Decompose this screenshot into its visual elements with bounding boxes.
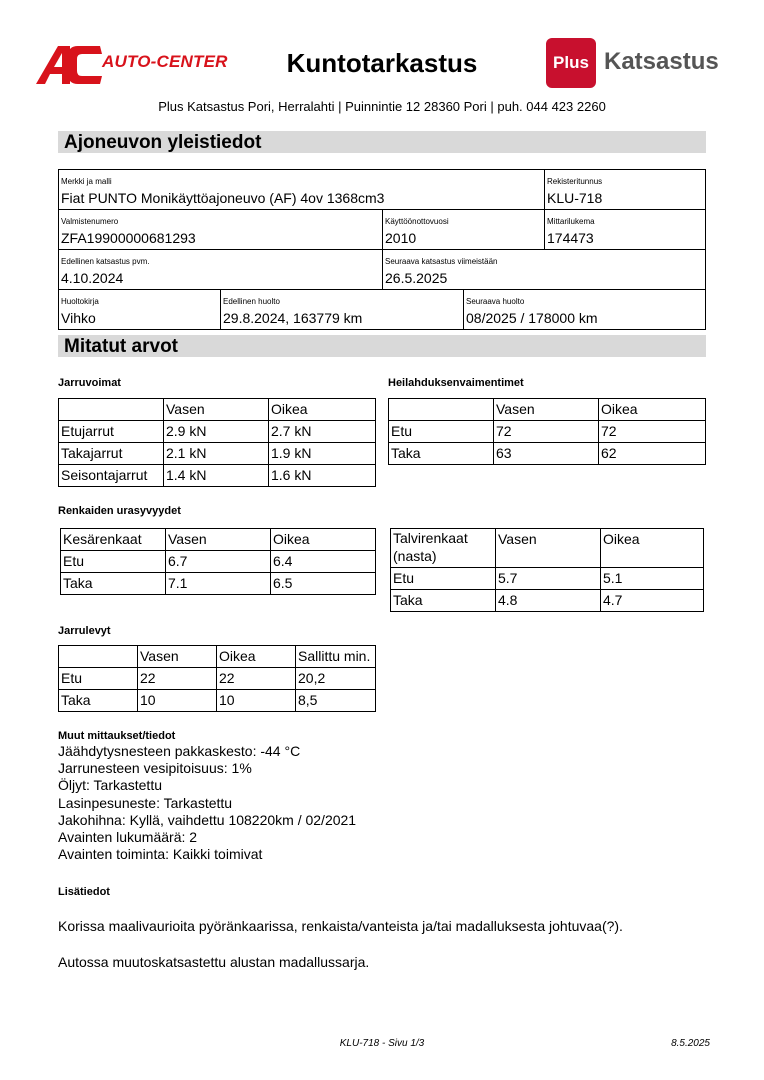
year-label: Käyttöönottovuosi <box>385 217 449 226</box>
next-inspection-label: Seuraava katsastus viimeistään <box>385 257 498 266</box>
table-cell: Takajarrut <box>59 443 164 465</box>
table-cell: Oikea <box>601 529 704 568</box>
misc-line: Avainten lukumäärä: 2 <box>58 829 198 846</box>
last-inspection-value: 4.10.2024 <box>61 270 124 286</box>
reg-label: Rekisteritunnus <box>547 177 603 186</box>
last-service-label: Edellinen huolto <box>223 297 280 306</box>
service-book-value: Vihko <box>61 310 96 326</box>
service-book-cell <box>59 290 221 329</box>
next-inspection-value: 26.5.2025 <box>385 270 448 286</box>
table-cell: 2.1 kN <box>164 443 269 465</box>
table-cell: Taka <box>389 443 494 465</box>
odometer-value: 174473 <box>547 230 594 246</box>
table-cell: Oikea <box>269 399 376 421</box>
table-cell: Etu <box>61 551 166 573</box>
odometer-label: Mittarilukema <box>547 217 595 226</box>
table-cell <box>59 646 138 668</box>
table-cell: 6.5 <box>271 573 376 595</box>
table-cell: Talvirenkaat (nasta) <box>391 529 496 568</box>
misc-heading: Muut mittaukset/tiedot <box>58 730 176 742</box>
table-cell: 6.4 <box>271 551 376 573</box>
misc-line: Avainten toiminta: Kaikki toimivat <box>58 846 263 863</box>
table-cell: 1.6 kN <box>269 465 376 487</box>
auto-center-wordmark: AUTO-CENTER <box>102 52 228 71</box>
table-cell: Vasen <box>166 529 271 551</box>
last-service-value: 29.8.2024, 163779 km <box>223 310 363 326</box>
table-cell: 72 <box>599 421 706 443</box>
shock-absorber-table <box>388 398 706 465</box>
notes-paragraph: Korissa maalivaurioita pyöränkaarissa, renkaista/vanteista ja/tai madalluksesta johtuvaa(?). <box>58 918 623 934</box>
brake-discs-table <box>58 645 376 712</box>
year-value: 2010 <box>385 230 417 246</box>
info-row <box>59 290 705 330</box>
odometer-cell <box>545 210 705 249</box>
table-cell: Taka <box>391 590 496 612</box>
vin-cell <box>59 210 383 249</box>
table-cell: 22 <box>138 668 217 690</box>
table-cell: Seisontajarrut <box>59 465 164 487</box>
info-row <box>59 170 705 210</box>
table-cell: 72 <box>494 421 599 443</box>
table-cell: 10 <box>217 690 296 712</box>
table-row <box>61 551 376 573</box>
table-row <box>389 443 706 465</box>
table-header-row <box>59 646 376 668</box>
table-cell: 2.9 kN <box>164 421 269 443</box>
table-header-row <box>59 399 376 421</box>
info-row <box>59 250 705 290</box>
table-cell: 20,2 <box>296 668 376 690</box>
year-cell <box>383 210 545 249</box>
table-cell: 4.7 <box>601 590 704 612</box>
table-cell: Oikea <box>271 529 376 551</box>
reg-value: KLU-718 <box>547 190 603 206</box>
section-general-heading: Ajoneuvon yleistiedot <box>58 131 706 153</box>
table-cell: Taka <box>59 690 138 712</box>
make-value: Fiat PUNTO Monikäyttöajoneuvo (AF) 4ov 1368cm3 <box>61 190 385 206</box>
table-cell: 10 <box>138 690 217 712</box>
table-cell: 2.7 kN <box>269 421 376 443</box>
misc-line: Jäähdytysnesteen pakkaskesto: -44 °C <box>58 743 301 759</box>
last-inspection-cell <box>59 250 383 289</box>
table-cell: 22 <box>217 668 296 690</box>
make-label: Merkki ja malli <box>61 177 112 186</box>
footer-page: KLU-718 - Sivu 1/3 <box>339 1038 425 1049</box>
tires-heading: Renkaiden urasyvyydet <box>58 505 181 517</box>
brakes-heading: Jarruvoimat <box>58 377 121 389</box>
table-header-row <box>389 399 706 421</box>
misc-line: Jakohihna: Kyllä, vaihdettu 108220km / 02/2021 <box>58 811 357 828</box>
table-row <box>389 421 706 443</box>
table-cell: Vasen <box>138 646 217 668</box>
plus-badge: Plus <box>546 38 596 88</box>
table-cell: Etu <box>391 568 496 590</box>
table-cell: Vasen <box>494 399 599 421</box>
table-cell: Taka <box>61 573 166 595</box>
shocks-heading: Heilahduksenvaimentimet <box>388 377 524 389</box>
vin-label: Valmistenumero <box>61 217 119 226</box>
next-service-cell <box>464 290 705 329</box>
table-cell: Kesärenkaat <box>61 529 166 551</box>
table-cell: Sallittu min. <box>296 646 376 668</box>
table-cell: 4.8 <box>496 590 601 612</box>
table-cell: 6.7 <box>166 551 271 573</box>
footer-date: 8.5.2025 <box>671 1038 710 1049</box>
next-service-value: 08/2025 / 178000 km <box>466 310 598 326</box>
make-cell <box>59 170 545 209</box>
misc-line: Öljyt: Tarkastettu <box>58 777 163 794</box>
table-header-row <box>61 529 376 551</box>
table-row <box>391 568 704 590</box>
table-cell: Etu <box>389 421 494 443</box>
contact-line: Plus Katsastus Pori, Herralahti | Puinnintie 12 28360 Pori | puh. 044 423 2260 <box>158 99 606 114</box>
misc-line: Lasinpesuneste: Tarkastettu <box>58 794 233 811</box>
winter-tires-table <box>390 528 704 612</box>
table-row <box>59 443 376 465</box>
table-cell: Vasen <box>496 529 601 568</box>
section-measured-heading: Mitatut arvot <box>58 335 706 357</box>
table-cell <box>59 399 164 421</box>
discs-heading: Jarrulevyt <box>58 625 111 637</box>
ac-logo-icon <box>36 44 106 86</box>
table-header-row <box>391 529 704 568</box>
table-row <box>391 590 704 612</box>
table-row <box>59 465 376 487</box>
table-cell: Oikea <box>599 399 706 421</box>
table-row <box>59 690 376 712</box>
table-cell: 1.4 kN <box>164 465 269 487</box>
table-row <box>61 573 376 595</box>
table-cell: 62 <box>599 443 706 465</box>
page-title: Kuntotarkastus <box>286 48 478 78</box>
misc-line: Jarrunesteen vesipitoisuus: 1% <box>58 760 252 777</box>
katsastus-wordmark: Katsastus <box>604 48 719 75</box>
vehicle-info-grid <box>58 169 706 330</box>
table-cell: 63 <box>494 443 599 465</box>
summer-tires-table <box>60 528 376 595</box>
table-cell <box>389 399 494 421</box>
table-cell: 1.9 kN <box>269 443 376 465</box>
info-row <box>59 210 705 250</box>
table-cell: Vasen <box>164 399 269 421</box>
next-service-label: Seuraava huolto <box>466 297 525 306</box>
table-cell: Etu <box>59 668 138 690</box>
last-inspection-label: Edellinen katsastus pvm. <box>61 257 150 266</box>
next-inspection-cell <box>383 250 705 289</box>
plus-katsastus-logo <box>546 38 728 90</box>
table-cell: 8,5 <box>296 690 376 712</box>
table-cell: Etujarrut <box>59 421 164 443</box>
notes-paragraph: Autossa muutoskatsastettu alustan madallussarja. <box>58 954 370 970</box>
auto-center-logo <box>36 44 226 86</box>
table-row <box>59 421 376 443</box>
table-cell: Oikea <box>217 646 296 668</box>
table-cell: 5.1 <box>601 568 704 590</box>
table-cell: 5.7 <box>496 568 601 590</box>
table-cell: 7.1 <box>166 573 271 595</box>
reg-cell <box>545 170 705 209</box>
notes-heading: Lisätiedot <box>58 886 110 898</box>
vin-value: ZFA19900000681293 <box>61 230 196 246</box>
last-service-cell <box>221 290 464 329</box>
misc-list <box>58 743 356 863</box>
brake-force-table <box>58 398 376 487</box>
service-book-label: Huoltokirja <box>61 297 99 306</box>
table-row <box>59 668 376 690</box>
